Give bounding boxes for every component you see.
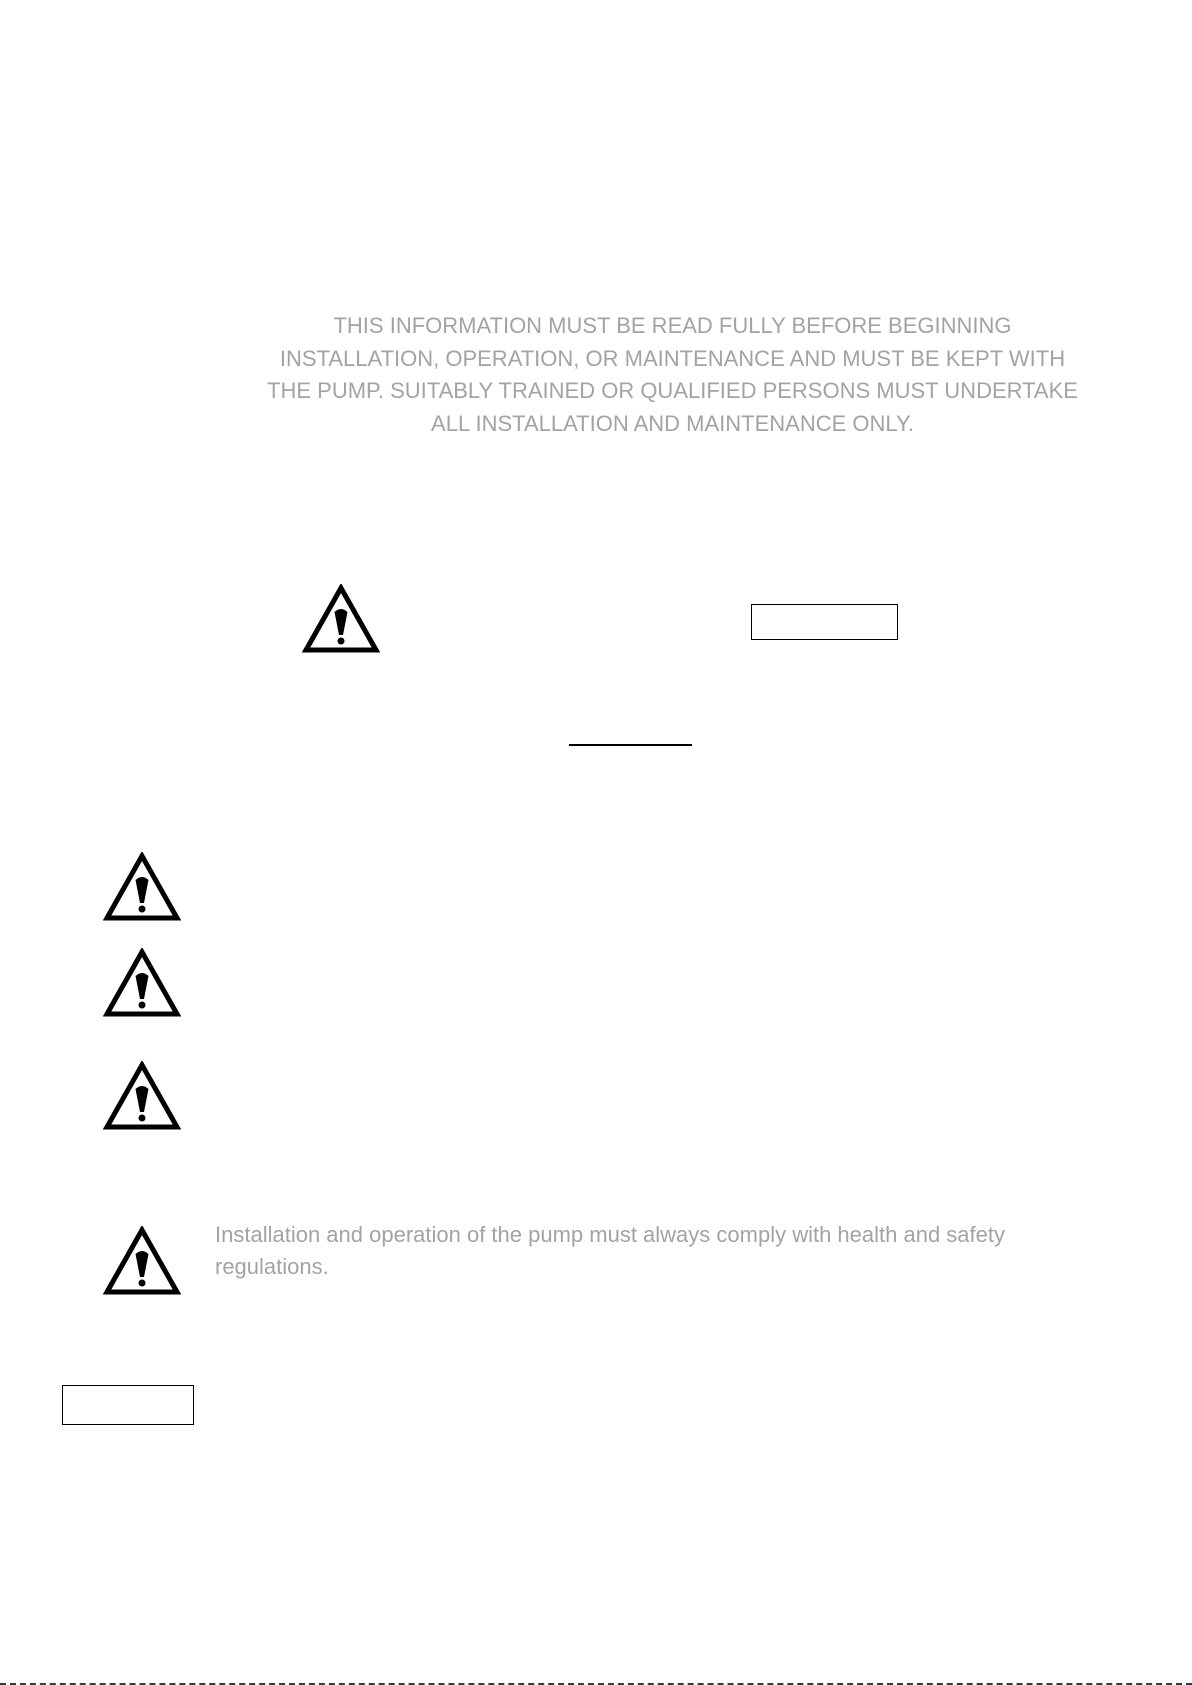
safety-notice-line-1: Installation and operation of the pump must always comply with health and safety bbox=[215, 1222, 1006, 1247]
intro-notice-line-2: INSTALLATION, OPERATION, OR MAINTENANCE AND MUST BE KEPT WITH bbox=[279, 345, 1066, 371]
intro-notice-line-4: ALL INSTALLATION AND MAINTENANCE ONLY. bbox=[431, 410, 914, 436]
warning-triangle-icon bbox=[103, 852, 181, 922]
warning-triangle-icon bbox=[103, 1061, 181, 1131]
intro-notice-line-3: THE PUMP. SUITABLY TRAINED OR QUALIFIED PERSONS MUST UNDERTAKE bbox=[267, 378, 1078, 403]
intro-notice-line-1: THIS INFORMATION MUST BE READ FULLY BEFORE BEGINNING bbox=[333, 313, 1012, 338]
warning-triangle-icon bbox=[103, 948, 181, 1018]
title-underline bbox=[569, 744, 692, 746]
warning-triangle-icon bbox=[302, 584, 380, 654]
warning-triangle-icon bbox=[103, 1226, 181, 1296]
section-label-box bbox=[62, 1385, 194, 1425]
safety-regulations-notice bbox=[215, 1219, 1115, 1283]
safety-notice-line-2: regulations. bbox=[215, 1254, 329, 1279]
heading-label-box bbox=[751, 604, 898, 640]
intro-notice bbox=[200, 310, 1145, 440]
